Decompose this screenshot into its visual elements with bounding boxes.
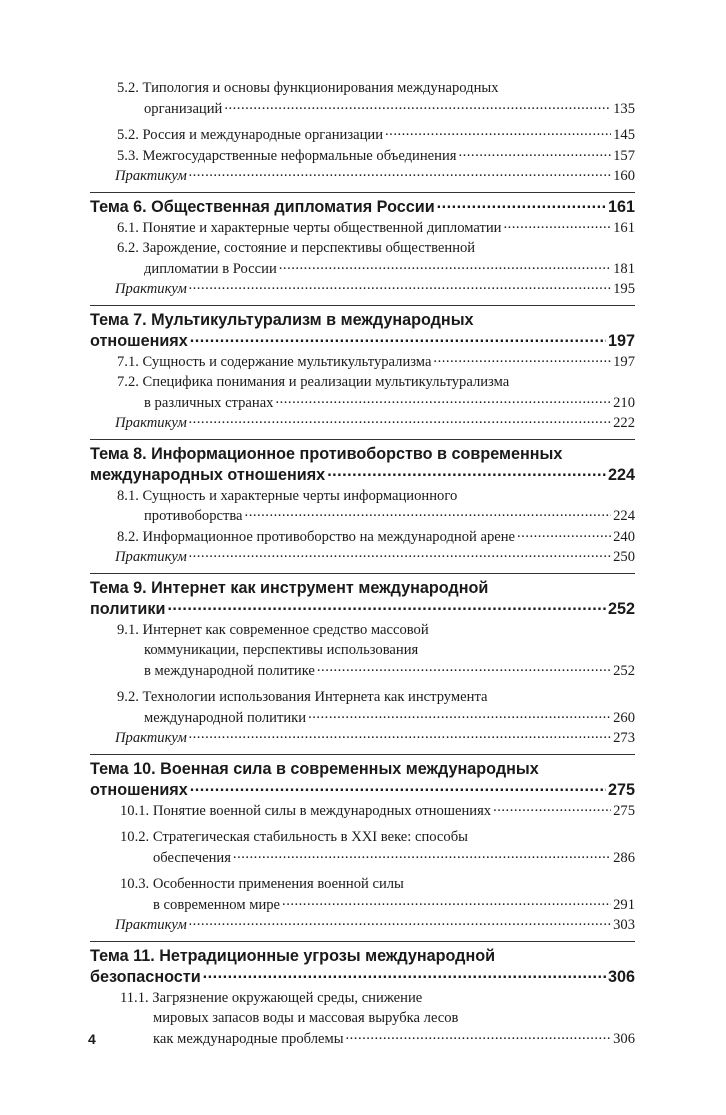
toc-entry-title: 5.2. Россия и международные организации <box>117 127 384 143</box>
toc-entry-practicum-6 <box>115 279 635 300</box>
toc-topic-8 <box>90 439 635 486</box>
toc-topic-title: Тема 6. Общественная дипломатия России <box>90 197 435 216</box>
toc-entry-title: противоборства <box>144 508 243 524</box>
dot-leader <box>437 193 606 214</box>
dot-leader <box>346 1025 612 1046</box>
toc-entry-title: 5.3. Межгосударственные неформальные объединения <box>117 147 457 164</box>
dot-leader <box>224 95 611 116</box>
toc-topic-title: Тема 7. Мультикультурализм в международных <box>90 310 474 329</box>
dot-leader <box>275 389 611 410</box>
toc-topic-title: Тема 11. Нетрадиционные угрозы международной <box>90 946 496 965</box>
toc-entry-title: 8.2. Информационное противоборство на международной арене <box>117 528 516 545</box>
toc-entry-title: мировых запасов воды и массовая вырубка лесов <box>153 1010 459 1026</box>
toc-entry-6-1 <box>117 218 635 239</box>
toc-entry-title: коммуникации, перспективы использования <box>144 642 419 658</box>
dot-leader <box>190 327 606 348</box>
page-number-ref: 240 <box>613 528 635 545</box>
page-number-ref: 260 <box>613 709 635 726</box>
toc-entry-10-2 <box>120 827 635 868</box>
dot-leader <box>433 348 611 369</box>
toc-entry-title: Практикум <box>115 549 187 565</box>
toc-entry-title: 9.1. Интернет как современное средство массовой <box>117 621 429 638</box>
dot-leader <box>189 911 611 932</box>
toc-entry-title: в различных странах <box>144 394 274 411</box>
dot-leader <box>167 595 606 616</box>
toc-topic-title: Тема 8. Информационное противоборство в современных <box>90 444 563 463</box>
toc-entry-title: Практикум <box>115 415 187 431</box>
toc-topic-title: отношениях <box>90 780 188 799</box>
toc-entry-title: как международные проблемы <box>153 1030 344 1047</box>
page-number-ref: 195 <box>613 281 635 297</box>
toc-entry-title: 10.2. Стратегическая стабильность в XXI веке: способы <box>120 829 468 845</box>
toc-entry-5-2-typology <box>117 78 635 119</box>
toc-entry-title: международной политики <box>144 709 307 726</box>
toc-entry-title: организаций <box>144 100 223 117</box>
toc-entry-title: обеспечения <box>153 849 231 866</box>
toc-entry-title: 7.2. Специфика понимания и реализации мультикультурализма <box>117 374 510 390</box>
dot-leader <box>189 724 611 745</box>
toc-entry-title: 10.1. Понятие военной силы в международных отношениях <box>120 802 492 819</box>
toc-entry-title: 7.1. Сущность и содержание мультикультурализма <box>117 353 432 370</box>
toc-entry-10-1 <box>120 801 635 822</box>
dot-leader <box>190 776 606 797</box>
dot-leader <box>503 214 611 235</box>
dot-leader <box>189 275 611 296</box>
page-number-ref: 157 <box>613 147 635 164</box>
page-number-ref: 181 <box>613 260 635 277</box>
dot-leader <box>233 844 611 865</box>
page-number-ref: 252 <box>613 662 635 679</box>
dot-leader <box>279 255 611 276</box>
toc-entry-9-2 <box>117 687 635 728</box>
dot-leader <box>203 963 606 984</box>
toc-entry-6-2 <box>117 238 635 279</box>
toc-topic-title: отношениях <box>90 331 188 350</box>
table-of-contents <box>90 78 635 1049</box>
page-number-ref: 224 <box>613 508 635 524</box>
toc-entry-title: 11.1. Загрязнение окружающей среды, снижение <box>120 989 423 1006</box>
page-number-ref: 161 <box>613 219 635 236</box>
dot-leader <box>385 121 611 142</box>
dot-leader <box>327 461 606 482</box>
dot-leader <box>308 704 611 725</box>
toc-entry-10-3 <box>120 874 635 915</box>
page-number-ref: 291 <box>613 896 635 913</box>
toc-entry-title: Практикум <box>115 281 187 297</box>
page-number-ref: 306 <box>613 1030 635 1047</box>
dot-leader <box>493 797 611 818</box>
toc-entry-title: 6.2. Зарождение, состояние и перспективы общественной <box>117 240 476 256</box>
dot-leader <box>317 657 611 678</box>
toc-topic-10 <box>90 754 635 801</box>
toc-entry-11-1 <box>120 988 635 1050</box>
page-number-ref: 275 <box>607 780 635 799</box>
page-number-ref: 250 <box>613 549 635 565</box>
page-number-ref: 286 <box>613 849 635 866</box>
page-number-ref: 275 <box>613 802 635 819</box>
page-number-ref: 160 <box>613 168 635 184</box>
toc-topic-title: международных отношениях <box>90 465 326 484</box>
toc-entry-8-1 <box>117 486 635 527</box>
page-number-ref: 306 <box>607 967 635 986</box>
toc-entry-practicum-10 <box>115 915 635 936</box>
page-number-ref: 222 <box>613 415 635 431</box>
dot-leader <box>282 891 611 912</box>
page-number-ref: 161 <box>607 197 635 216</box>
page-number: 4 <box>88 1031 96 1047</box>
page-number-ref: 145 <box>613 127 635 143</box>
toc-entry-title: дипломатии в России <box>144 260 277 277</box>
dot-leader <box>189 543 611 564</box>
page-number-ref: 135 <box>613 100 635 117</box>
page-number-ref: 197 <box>607 331 635 350</box>
toc-entry-title: 10.3. Особенности применения военной силы <box>120 876 404 892</box>
dot-leader <box>458 142 611 163</box>
toc-entry-title: в международной политике <box>144 662 315 679</box>
toc-entry-7-2 <box>117 372 635 413</box>
toc-entry-title: Практикум <box>115 917 187 933</box>
page-number-ref: 273 <box>613 730 635 746</box>
toc-entry-title: Практикум <box>115 168 187 184</box>
toc-entry-title: Практикум <box>115 730 187 746</box>
toc-entry-title: 6.1. Понятие и характерные черты общественной дипломатии <box>117 219 502 236</box>
toc-topic-9 <box>90 573 635 620</box>
dot-leader <box>189 162 611 183</box>
toc-entry-7-1 <box>117 352 635 373</box>
toc-entry-practicum-5 <box>115 166 635 187</box>
dot-leader <box>245 502 612 523</box>
toc-topic-title: политики <box>90 599 166 618</box>
toc-entry-title: 9.2. Технологии использования Интернета как инструмента <box>117 689 488 705</box>
toc-topic-11 <box>90 941 635 988</box>
page-number-ref: 303 <box>613 917 635 933</box>
page-number-ref: 252 <box>607 599 635 618</box>
page-number-ref: 224 <box>607 465 635 484</box>
toc-entry-title: 5.2. Типология и основы функционирования международных <box>117 80 499 96</box>
toc-topic-7 <box>90 305 635 352</box>
toc-entry-title: в современном мире <box>153 896 281 913</box>
toc-topic-title: безопасности <box>90 967 201 986</box>
dot-leader <box>517 523 611 544</box>
page-number-ref: 210 <box>613 394 635 411</box>
toc-entry-practicum-7 <box>115 413 635 434</box>
toc-entry-title: 8.1. Сущность и характерные черты информационного <box>117 487 458 504</box>
toc-entry-9-1 <box>117 620 635 682</box>
toc-topic-title: Тема 9. Интернет как инструмент международной <box>90 578 489 597</box>
toc-entry-practicum-9 <box>115 728 635 749</box>
toc-topic-title: Тема 10. Военная сила в современных международных <box>90 759 539 778</box>
toc-entry-practicum-8 <box>115 547 635 568</box>
dot-leader <box>189 409 611 430</box>
page-number-ref: 197 <box>613 353 635 370</box>
